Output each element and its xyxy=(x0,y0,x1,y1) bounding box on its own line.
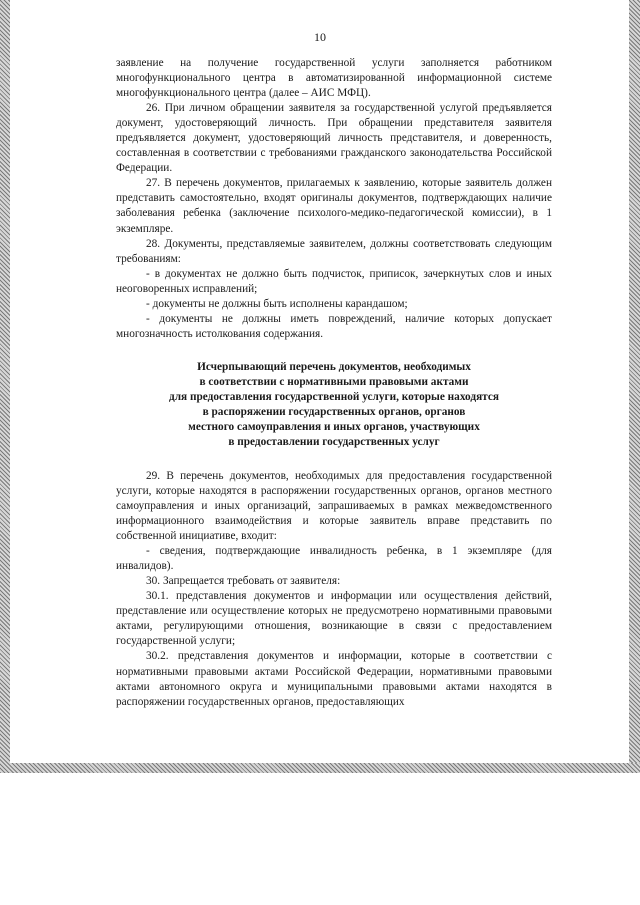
page-border-right xyxy=(629,0,640,773)
paragraph-27: 27. В перечень документов, прилагаемых к заявлению, которые заявитель должен представить самостоятельно, входят оригиналы документов, подтверждающих наличие заболевания ребенка (заключение психолого-медико-педагогической комиссии), в 1 экземпляре. xyxy=(116,177,552,235)
paragraph-continuation: заявление на получение государственной услуги заполняется работником многофункционального центра в автоматизированной информационной системе многофункционального центра (далее – АИС МФЦ). xyxy=(116,57,552,100)
heading-line: в распоряжении государственных органов, органов xyxy=(202,405,466,418)
list-item: - документы не должны иметь повреждений, наличие которых допускает многозначность истолкования содержания. xyxy=(116,312,552,340)
paragraph-29: 29. В перечень документов, необходимых для предоставления государственной услуги, которые находятся в распоряжении государственных органов, органов местного самоуправления и иных организаций, запрашиваемых в рамках межведомственного информационного взаимодействия и которые заявитель вправе представить по собственной инициативе, входит: xyxy=(116,469,552,543)
page-border-left xyxy=(0,0,10,773)
section-heading xyxy=(116,360,552,450)
heading-line: в соответствии с нормативными правовыми актами xyxy=(199,375,469,388)
heading-line: в предоставлении государственных услуг xyxy=(228,435,440,448)
page-border-bottom xyxy=(0,763,640,773)
paragraph-30-1: 30.1. представления документов и информации или осуществления действий, представление или осуществление которых не предусмотрено нормативными правовыми актами, регулирующими отношения, возникающие в связи с предоставлением государственной услуги; xyxy=(116,590,552,648)
heading-line: местного самоуправления и иных органов, участвующих xyxy=(188,420,480,433)
paragraph-26: 26. При личном обращении заявителя за государственной услугой предъявляется документ, удостоверяющий личность. При обращении представителя заявителя предъявляется документ, удостоверяющий личность представителя, и доверенность, составленная в соответствии с требованиями гражданского законодательства Российской Федерации. xyxy=(116,102,552,175)
page-number: 10 xyxy=(314,30,326,44)
document-body xyxy=(116,56,552,710)
paragraph-30-2: 30.2. представления документов и информации, которые в соответствии с нормативными правовыми актами Российской Федерации, нормативными правовыми актами автономного округа и муниципальными правовыми актами находятся в распоряжении государственных органов, предоставляющих xyxy=(116,650,552,708)
page-bottom-margin xyxy=(0,773,640,905)
list-item: - документы не должны быть исполнены карандашом; xyxy=(146,297,408,310)
heading-line: Исчерпывающий перечень документов, необходимых xyxy=(197,360,471,373)
heading-line: для предоставления государственной услуги, которые находятся xyxy=(168,390,499,403)
paragraph-30: 30. Запрещается требовать от заявителя: xyxy=(146,575,341,588)
list-item: - в документах не должно быть подчисток, приписок, зачеркнутых слов и иных неоговоренных исправлений; xyxy=(116,267,552,295)
paragraph-28: 28. Документы, представляемые заявителем, должны соответствовать следующим требованиям: xyxy=(116,237,552,265)
list-item: - сведения, подтверждающие инвалидность ребенка, в 1 экземпляре (для инвалидов). xyxy=(116,545,552,573)
